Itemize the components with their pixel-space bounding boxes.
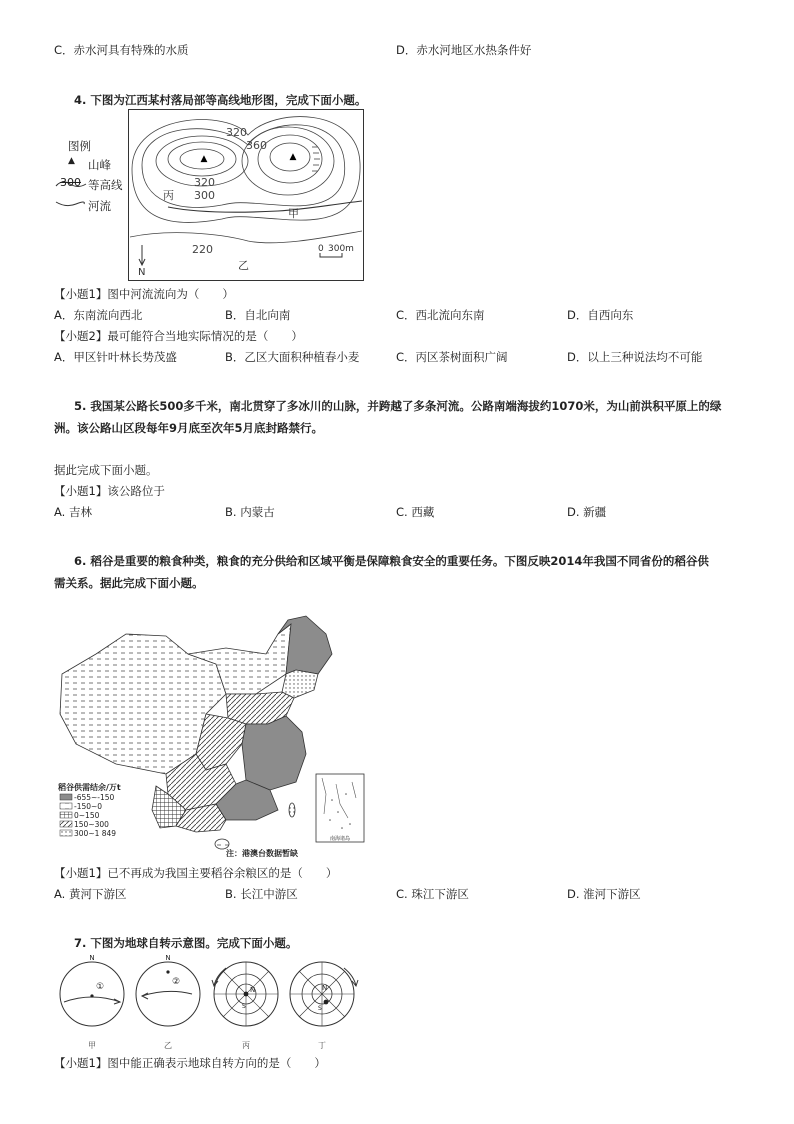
peak-icon-2: ▲ bbox=[289, 152, 297, 162]
q4-sub1-option-c[interactable]: C．西北流向东南 bbox=[396, 308, 485, 322]
place-jia: 甲 bbox=[288, 207, 299, 220]
figure-ding bbox=[290, 962, 358, 1050]
q6-option-d[interactable]: D. 淮河下游区 bbox=[567, 887, 641, 901]
q6-option-a[interactable]: A. 黄河下游区 bbox=[54, 887, 127, 901]
peak-icon-1: ▲ bbox=[200, 154, 208, 164]
q4-sub1-stem: 【小题1】图中河流流向为（ ） bbox=[54, 287, 234, 301]
figure-ding-caption: 丁 bbox=[318, 1041, 326, 1050]
figure-jia-caption: 甲 bbox=[88, 1041, 96, 1050]
q7-title: 7. 下图为地球自转示意图。完成下面小题。 bbox=[74, 936, 298, 950]
q6-title-line1: 6. 稻谷是重要的粮食种类，粮食的充分供给和区域平衡是保障粮食安全的重要任务。下图反映2014年我国不同省份的稻谷供 bbox=[74, 554, 709, 568]
inset-label: 南海诸岛 bbox=[329, 836, 351, 842]
q6-option-b[interactable]: B. 长江中游区 bbox=[225, 887, 298, 901]
legend-swatch-diag bbox=[60, 821, 72, 827]
q6-legend-item-4: 150~300 bbox=[74, 820, 109, 829]
contour-label-320a: 320 bbox=[226, 126, 247, 139]
figure-jia bbox=[60, 954, 124, 1050]
q5-stem: 【小题1】该公路位于 bbox=[54, 484, 165, 498]
q4-sub2-option-a[interactable]: A．甲区针叶林长势茂盛 bbox=[54, 350, 177, 364]
figure-jia-number: ① bbox=[96, 982, 105, 992]
peak-icon: ▲ bbox=[68, 156, 75, 166]
place-yi: 乙 bbox=[238, 259, 249, 272]
figure-yi bbox=[136, 954, 200, 1050]
q5-option-b[interactable]: B. 内蒙古 bbox=[225, 505, 275, 519]
legend-swatch-dark bbox=[60, 794, 72, 800]
q5-title-line2: 洲。该公路山区段每年9月底至次年5月底封路禁行。 bbox=[54, 421, 324, 435]
q5-intro: 据此完成下面小题。 bbox=[54, 463, 158, 477]
legend-swatch-dot bbox=[60, 830, 72, 836]
river-line-icon bbox=[54, 198, 86, 210]
q4-legend-title: 图例 bbox=[68, 139, 91, 153]
q4-legend-river: 河流 bbox=[88, 199, 111, 213]
q4-sub1-option-a[interactable]: A．东南流向西北 bbox=[54, 308, 143, 322]
contour-label-320b: 320 bbox=[194, 176, 215, 189]
contour-label-300: 300 bbox=[194, 189, 215, 202]
q4-sub2-option-d[interactable]: D．以上三种说法均不可能 bbox=[567, 350, 703, 364]
figure-bing bbox=[212, 962, 278, 1050]
q4-legend-contour-value: 300 bbox=[60, 176, 81, 189]
q5-option-a[interactable]: A. 吉林 bbox=[54, 505, 92, 519]
option-c-prev: C．赤水河具有特殊的水质 bbox=[54, 43, 189, 57]
q6-stem: 【小题1】已不再成为我国主要稻谷余粮区的是（ ） bbox=[54, 866, 338, 880]
figure-bing-north: N bbox=[250, 986, 256, 994]
scale-value: 300m bbox=[328, 244, 354, 254]
legend-swatch-dash bbox=[60, 803, 72, 809]
q4-legend-contour: 等高线 bbox=[88, 178, 123, 192]
q4-sub2-option-b[interactable]: B．乙区大面积种植春小麦 bbox=[225, 350, 360, 364]
q5-option-d[interactable]: D. 新疆 bbox=[567, 505, 607, 519]
q4-sub1-option-d[interactable]: D．自西向东 bbox=[567, 308, 634, 322]
south-china-sea-inset bbox=[316, 774, 364, 842]
q6-legend-item-5: 300~1 849 bbox=[74, 829, 117, 838]
figure-yi-caption: 乙 bbox=[164, 1041, 172, 1050]
q6-legend-item-1: -655~-150 bbox=[74, 793, 115, 802]
q4-sub1-option-b[interactable]: B．自北向南 bbox=[225, 308, 291, 322]
q6-legend-item-3: 0~150 bbox=[74, 811, 100, 820]
figure-bing-caption: 丙 bbox=[242, 1041, 250, 1050]
q7-stem: 【小题1】图中能正确表示地球自转方向的是（ ） bbox=[54, 1056, 326, 1070]
legend-swatch-grid bbox=[60, 812, 72, 818]
q6-legend-title: 稻谷供需结余/万t bbox=[58, 783, 121, 792]
q5-option-c[interactable]: C. 西藏 bbox=[396, 505, 435, 519]
q6-map-note: 注：港澳台数据暂缺 bbox=[226, 849, 298, 858]
place-bing: 丙 bbox=[163, 189, 174, 202]
q6-china-rice-map bbox=[56, 614, 368, 860]
scale-zero: 0 bbox=[318, 244, 324, 254]
q5-title-line1: 5. 我国某公路长500多千米，南北贯穿了多冰川的山脉，并跨越了多条河流。公路南端海拔约1070米，为山前洪积平原上的绿 bbox=[74, 399, 722, 413]
q6-option-c[interactable]: C. 珠江下游区 bbox=[396, 887, 469, 901]
q4-sub2-option-c[interactable]: C．丙区茶树面积广阔 bbox=[396, 350, 508, 364]
figure-ding-south: S bbox=[318, 1005, 322, 1012]
q4-title: 4. 下图为江西某村落局部等高线地形图，完成下面小题。 bbox=[74, 93, 367, 107]
figure-ding-north: N bbox=[322, 984, 328, 992]
q4-contour-map bbox=[128, 109, 364, 281]
figure-jia-north: N bbox=[89, 954, 95, 962]
q6-legend-item-2: -150~0 bbox=[74, 802, 103, 811]
contour-label-220: 220 bbox=[192, 243, 213, 256]
contour-label-360: 360 bbox=[246, 139, 267, 152]
q7-rotation-figures bbox=[56, 952, 366, 1052]
q4-sub2-stem: 【小题2】最可能符合当地实际情况的是（ ） bbox=[54, 329, 303, 343]
figure-bing-south: S bbox=[242, 1003, 246, 1010]
q4-legend-peak: 山峰 bbox=[88, 158, 111, 172]
q6-title-line2: 需关系。据此完成下面小题。 bbox=[54, 576, 204, 590]
figure-yi-north: N bbox=[165, 954, 171, 962]
figure-yi-number: ② bbox=[172, 977, 181, 987]
north-label: N bbox=[138, 267, 146, 278]
option-d-prev: D．赤水河地区水热条件好 bbox=[396, 43, 532, 57]
